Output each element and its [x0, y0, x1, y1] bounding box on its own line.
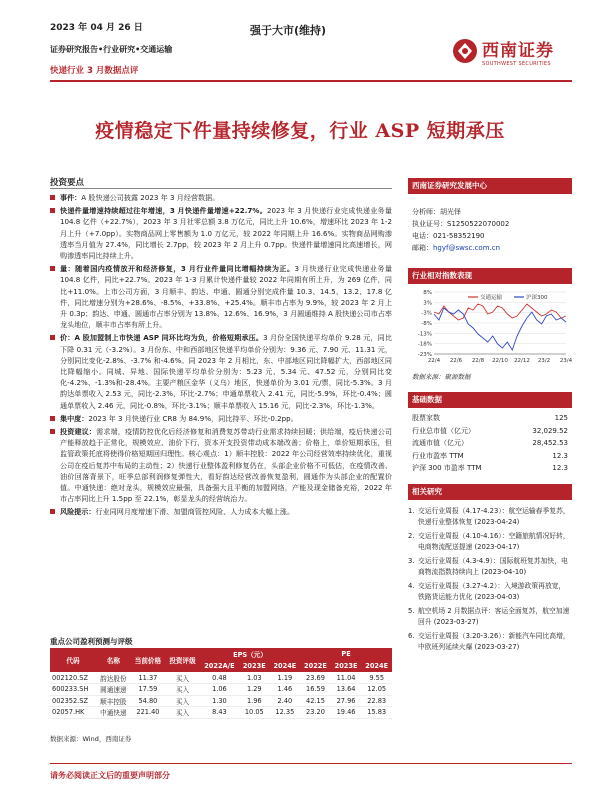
- table-row: [50, 707, 392, 719]
- related-report-text: 交运行业周报（4.10-4.16）：空籍旅航情况好转，电商物流配送提速 (2023-04-17): [418, 532, 570, 551]
- table-cell: 1.46: [270, 684, 301, 696]
- basic-data-value: 125: [554, 414, 568, 423]
- analyst-label: 电话：: [412, 232, 433, 240]
- report-index: 4.: [408, 582, 415, 590]
- basic-data-row: [408, 425, 572, 438]
- chart-source: 数据来源：聚源数据: [412, 373, 471, 381]
- logo-text-cn: 西南证券: [482, 41, 554, 61]
- footer-divider: [50, 763, 572, 764]
- header-divider: [50, 80, 572, 82]
- related-report-link[interactable]: [408, 506, 572, 527]
- key-point-lead: 量：随着国内疫情放开和经济修复，3 月行业件量同比增幅持续为正。: [60, 264, 295, 274]
- research-team-title: 西南证券研究发展中心: [408, 178, 572, 194]
- key-point: [50, 263, 392, 330]
- table-cell: 1.29: [239, 684, 270, 696]
- table-cell: 1.03: [239, 672, 270, 684]
- x-tick-label: 22/8: [471, 358, 485, 364]
- basic-data-key: 股票家数: [412, 414, 440, 423]
- analyst-info: [408, 206, 572, 254]
- key-point: [50, 205, 392, 261]
- report-title: 疫情稳定下件量持续修复，行业 ASP 短期承压: [95, 120, 505, 142]
- table-cell: 221.40: [131, 707, 166, 719]
- key-point-text: A 股快递公司披露 2023 年 3 月经营数据。: [81, 193, 220, 202]
- table-cell: 13.64: [331, 684, 362, 696]
- table-cell: 1.96: [239, 695, 270, 707]
- table-cell: 2.40: [270, 695, 301, 707]
- analyst-row: [412, 242, 572, 254]
- table-cell: 买入: [165, 695, 200, 707]
- key-point-text: 3 月快递行业完成快递业务量 104.8 亿件，同比+22.7%。2023 年 1-3 月累计快递件量较 2022 年同期有所上升，为 269 亿件，同比+11.0%。上市公司方面，3 月顺丰、韵达、申通、圆通分别完成件量 10.3、14.5、13.2、17.8 亿件，同比增速分别为+28.6%、-8.5%、+33.8%、+25.4%。顺丰市占率为 9.9%，较 2023 年 2 月上升 0.3p；韵达、申通、圆通市占率分别为 13.8%、12.6%、16.9%，3 月圆通维持 A 股快递公司市占率龙头地位，顺丰市占率有所上升。: [60, 264, 392, 330]
- basic-data-row: [408, 412, 572, 425]
- key-point-lead: 风险提示：: [60, 507, 96, 517]
- table-subheader: 2024E: [270, 660, 301, 672]
- report-index: 6.: [408, 632, 415, 640]
- table-header: 投资评级: [165, 648, 200, 672]
- table-subheader: 2022A/E: [200, 660, 239, 672]
- basic-data-table: [408, 412, 572, 475]
- related-report-link[interactable]: [408, 631, 572, 652]
- research-team-panel: [408, 178, 572, 254]
- related-report-text: 交运行业周报（4.17-4.23）：航空运输春季复苏，快递行业整体恢复 (2023-04-24): [418, 507, 570, 526]
- table-cell: 1.30: [200, 695, 239, 707]
- key-point: [50, 426, 392, 504]
- table-header: 当前价格: [131, 648, 166, 672]
- table-cell: 8.43: [200, 707, 239, 719]
- table-cell: 27.96: [331, 695, 362, 707]
- table-cell: 23.69: [300, 672, 331, 684]
- analyst-value: 021-58352190: [433, 232, 485, 240]
- table-cell: 600233.SH: [50, 684, 96, 696]
- table-cell: 韵达股份: [96, 672, 131, 684]
- table-cell: 1.06: [200, 684, 239, 696]
- y-tick-label: 3%: [423, 300, 432, 307]
- analyst-label: 分析师：: [412, 208, 440, 216]
- x-tick-label: 22/12: [514, 358, 530, 364]
- table-cell: 11.37: [131, 672, 166, 684]
- table-cell: 顺丰控股: [96, 695, 131, 707]
- table-cell: 002120.SZ: [50, 672, 96, 684]
- table-header: 名称: [96, 648, 131, 672]
- basic-data-key: 行业市盈率 TTM: [412, 451, 464, 460]
- table-header: 代码: [50, 648, 96, 672]
- related-report-link[interactable]: [408, 581, 572, 602]
- table-cell: 0.48: [200, 672, 239, 684]
- report-index: 3.: [408, 557, 415, 565]
- key-point: [50, 332, 392, 410]
- key-point-lead: 价：A 股加盟制上市快递 ASP 同环比均为负，价格短期承压。: [60, 333, 264, 343]
- basic-data-value: 28,452.53: [532, 439, 568, 448]
- table-subheader: 2022E: [300, 660, 331, 672]
- analyst-row: [412, 206, 572, 218]
- table-cell: 圆通速递: [96, 684, 131, 696]
- disclaimer-notice: 请务必阅读正文后的重要声明部分: [50, 771, 170, 780]
- table-cell: 9.55: [361, 672, 392, 684]
- table-cell: 19.46: [331, 707, 362, 719]
- x-tick-label: 23/2: [537, 358, 551, 364]
- table-subheader: 2023E: [331, 660, 362, 672]
- table-header: PE: [300, 648, 392, 660]
- related-report-text: 交运行业周报（3.20-3.26）：新能汽车同比高增，中欧班列延续火爆 (2023-03-27): [418, 632, 570, 651]
- index-chart-title: 行业相对指数表现: [408, 268, 572, 284]
- related-report-link[interactable]: [408, 531, 572, 552]
- investment-heading: 投资要点: [50, 178, 85, 188]
- key-point: [50, 506, 392, 517]
- key-point-lead: 投资建议：: [60, 427, 97, 437]
- y-tick-label: -18%: [417, 341, 432, 348]
- y-tick-label: -8%: [421, 321, 432, 327]
- analyst-row: [412, 218, 572, 230]
- table-cell: 12.05: [361, 684, 392, 696]
- basic-data-key: 流通市值（亿元）: [412, 439, 468, 448]
- report-date: 2023 年 04 月 26 日: [50, 23, 143, 33]
- legend-label: 交通运输: [480, 295, 503, 301]
- analyst-value: 胡光怿: [440, 208, 461, 216]
- table-cell: 买入: [165, 672, 200, 684]
- key-point-text: 行业同网月度增速下滑、加盟商管控风险、人力成本大幅上涨。: [95, 507, 295, 517]
- table-source: 数据来源：Wind，西南证券: [50, 735, 132, 743]
- basic-data-title: 基础数据: [408, 392, 572, 408]
- y-tick-label: -13%: [417, 331, 432, 338]
- table-cell: 15.83: [361, 707, 392, 719]
- x-tick-label: 22/6: [449, 358, 463, 364]
- key-point-lead: 事件：: [60, 193, 82, 202]
- related-report-link[interactable]: [408, 606, 572, 627]
- industry-rating: 强于大市(维持): [250, 24, 327, 37]
- key-point-text: 2023 年 3 月快递行业完成快递业务量 104.8 亿件（+22.7%），2023 年 3 月社零总额 3.8 万亿元，同比上升 10.6%，增速环比 2023 年 1-2 月上升（+7.0pp）。实物商品网上零售额为 1.0 万亿元，较 2022 年同期上升 16.6%。实物商品网购渗透率当月值为 27.4%，同比增长 2.7pp，较 2023 年 2 月上升 0.7pp。快递件量增速同比高速增长，网购渗透率同比持续上升。: [60, 206, 392, 261]
- x-tick-label: 22/4: [427, 358, 441, 364]
- related-report-text: 航空机场 2 月数据点评：客运全面复苏，航空加速回升 (2023-03-27): [418, 607, 570, 626]
- analyst-value: hgyf@swsc.com.cn: [433, 244, 501, 252]
- y-tick-label: 8%: [423, 290, 432, 296]
- table-cell: 16.59: [300, 684, 331, 696]
- y-tick-label: -3%: [421, 310, 432, 317]
- table-cell: 买入: [165, 707, 200, 719]
- basic-data-value: 32,029.52: [532, 426, 568, 435]
- table-row: [50, 684, 392, 696]
- x-tick-label: 22/10: [492, 358, 508, 364]
- basic-data-value: 12.3: [552, 464, 568, 473]
- table-cell: 23.20: [300, 707, 331, 719]
- basic-data-row: [408, 437, 572, 450]
- basic-data-panel: [408, 392, 572, 475]
- report-category: 证券研究报告•行业研究•交通运输: [50, 45, 173, 54]
- key-point-text: 2023 年 3 月快递行业 CR8 为 84.9%，同比持平、环比-0.2pp。: [88, 413, 298, 423]
- logo-emblem-icon: [452, 38, 478, 64]
- relative-index-chart: [408, 288, 572, 370]
- section-divider: [50, 188, 392, 189]
- basic-data-row: [408, 450, 572, 463]
- table-cell: 1.19: [270, 672, 301, 684]
- logo-text-en: SOUTHWEST SECURITIES: [482, 61, 551, 67]
- report-subtitle: 快递行业 3 月数据点评: [50, 66, 139, 76]
- table-cell: 12.35: [270, 707, 301, 719]
- table-subheader: 2024E: [361, 660, 392, 672]
- index-chart-panel: [408, 268, 572, 381]
- key-point: [50, 413, 392, 424]
- report-index: 1.: [408, 507, 415, 515]
- key-point-lead: 快递件量增速持续超过往年增速，3 月快递件量增速+22.7%。: [60, 206, 267, 216]
- table-cell: 02057.HK: [50, 707, 96, 719]
- table-cell: 22.83: [361, 695, 392, 707]
- basic-data-row: [408, 462, 572, 475]
- table-cell: 42.15: [300, 695, 331, 707]
- key-point-text: 需求端，疫情防控优化后经济修复和消费复苏带动行业需求持续回暖；供给端，疫后快递公司产能释放趋于正常化，规模效应、油价下行，资本开支投资带动成本端改善；价格上，单价短期承压，但监管政策托底将使得价格短期回归理性。核心观点：1）顺丰控股：2022 年公司经营效率持续优化，重视公司在疫后复苏中布局的主动性；2）快递行业整体盈利修复仍在，头部企业价格不可低估，在疫情改善、油价回落背景下，旺季总部利润修复弹性大，看好韵达经营改善恢复盈利，圆通作为头部企业的配置价值。中通快递：绝对龙头，规模效应最强，具备强大且平衡的加盟网络，产能及现金储备充裕，2022 年市占率同比上升 1.5pp 至 22.1%，彰显龙头的经营统治力。: [60, 427, 393, 504]
- analyst-row: [412, 230, 572, 242]
- basic-data-key: 沪深 300 市盈率 TTM: [412, 464, 482, 473]
- table-row: [50, 695, 392, 707]
- related-report-link[interactable]: [408, 556, 572, 577]
- x-tick-label: 23/4: [559, 358, 572, 364]
- table-cell: 17.59: [131, 684, 166, 696]
- table-cell: 11.04: [331, 672, 362, 684]
- analyst-value: S1250522070002: [447, 220, 510, 228]
- basic-data-key: 行业总市值（亿元）: [412, 426, 475, 435]
- key-point-lead: 集中度：: [60, 413, 89, 423]
- table-cell: 10.05: [239, 707, 270, 719]
- analyst-label: 执业证号：: [412, 220, 447, 228]
- key-point-text: 3 月份全国快递平均单价 9.28 元，同比下降 0.31 元（-3.2%）。3 月份东、中和西部地区快递平均单价分别为：9.36 元、7.90 元、11.31 元，分别同比变化-2.8%、-3.7% 和-4.6%。同 2023 年 2 月相比，东、中部地区同比降幅扩大，西部地区同比降幅缩小。同城、异地、国际快递平均单价分别为：5.23 元、5.34 元、47.52 元，分别同比变化-4.2%、-1.3%和-28.4%。主要产粮区金华（义乌）地区，快递单价为 3.01 元/票，同比-5.3%。3 月韵达单票收入 2.53 元，同比-2.3%，环比-2.7%；申通单票收入 2.41 元，同比-5.9%，环比-0.4%；圆通单票收入 2.46 元，同比-0.8%，环比-3.1%；顺丰单票收入 15.16 元，同比-2.3%，环比-1.3%。: [60, 333, 392, 410]
- table-cell: 54.80: [131, 695, 166, 707]
- table-subheader: 2023E: [239, 660, 270, 672]
- table-cell: 002352.SZ: [50, 695, 96, 707]
- series-line: [434, 304, 566, 320]
- table-cell: 中通快递: [96, 707, 131, 719]
- y-tick-label: -23%: [417, 352, 432, 358]
- related-research-title: 相关研究: [408, 484, 572, 500]
- key-points: [50, 192, 392, 520]
- table-header: EPS（元）: [200, 648, 300, 660]
- analyst-label: 邮箱：: [412, 244, 433, 252]
- key-point: [50, 192, 392, 203]
- legend-label: 沪深300: [526, 295, 548, 301]
- report-index: 5.: [408, 607, 415, 615]
- report-index: 2.: [408, 532, 415, 540]
- forecast-table-title: 重点公司盈利预测与评级: [50, 637, 133, 646]
- related-report-text: 交运行业周报（3.27-4.2）：入境游政策再放宽，铁路货运能力优化 (2023-04-03): [418, 582, 566, 601]
- related-research-panel: [408, 484, 572, 656]
- table-row: [50, 672, 392, 684]
- basic-data-value: 12.3: [552, 451, 568, 460]
- company-logo: [452, 36, 572, 76]
- forecast-table: [50, 648, 392, 719]
- related-report-text: 交运行业周报（4.3-4.9）：国际航班复苏加快，电商物流指数持续向上 (2023-04-10): [418, 557, 568, 576]
- table-cell: 买入: [165, 684, 200, 696]
